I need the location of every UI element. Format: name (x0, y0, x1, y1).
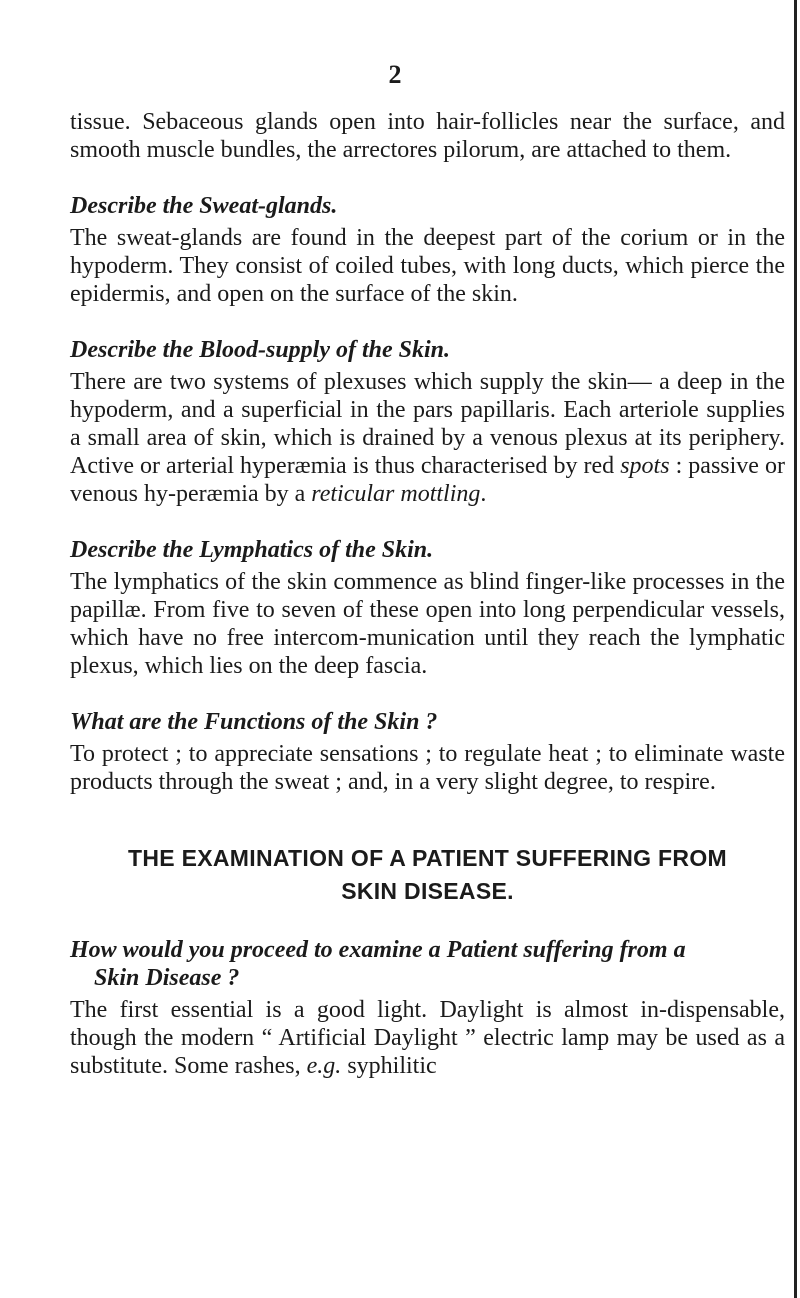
answer-blood-supply-text-3: . (480, 481, 487, 507)
answer-functions: To protect ; to appreciate sensations ; to regulate heat ; to eliminate waste products through the sweat ; and, in a very slight degree, to respire. (70, 741, 785, 795)
answer-examine-patient-text-1: The first essential is a good light. Daylight is almost in-dispensable, though the modern “ Artificial Daylight ” electric lamp may be used as a substitute. Some rashes, (70, 997, 785, 1079)
opening-paragraph: tissue. Sebaceous glands open into hair-follicles near the surface, and smooth muscle bundles, the arrectores pilorum, are attached to them. (70, 109, 785, 163)
answer-examine-patient-text-2: syphilitic (341, 1053, 437, 1079)
section-heading (70, 842, 785, 908)
section-heading-line-2: SKIN DISEASE. (341, 878, 514, 904)
answer-blood-supply (70, 368, 785, 508)
question-examine-patient-line-1: How would you proceed to examine a Patient suffering from a (70, 937, 686, 963)
answer-lymphatics: The lymphatics of the skin commence as blind finger-like processes in the papillæ. From five to seven of these open into long perpendicular vessels, which have no free intercom-munication until they reach the lymphatic plexus, which lies on the deep fascia. (70, 569, 785, 679)
page-body (70, 108, 785, 1080)
answer-blood-supply-emphasis-spots: spots (620, 453, 670, 479)
answer-blood-supply-text-2: : passive or venous hy-peræmia by a (70, 453, 785, 507)
page-number: 2 (388, 60, 402, 89)
question-examine-patient-line-2: Skin Disease ? (94, 965, 240, 991)
question-lymphatics: Describe the Lymphatics of the Skin. (70, 537, 434, 563)
answer-sweat-glands: The sweat-glands are found in the deepest part of the corium or in the hypoderm. They consist of coiled tubes, with long ducts, which pierce the epidermis, and open on the surface of the skin. (70, 225, 785, 307)
answer-blood-supply-emphasis-mottling: reticular mottling (311, 481, 481, 507)
answer-examine-patient-emphasis: e.g. (306, 1053, 342, 1079)
page-edge (794, 0, 797, 1298)
question-examine-patient (70, 936, 785, 992)
answer-blood-supply-text-1: There are two systems of plexuses which supply the skin— a deep in the hypoderm, and a superficial in the pars papillaris. Each arteriole supplies a small area of skin, which is drained by a venous plexus at its periphery. Active or arterial hyperæmia is thus characterised by red (70, 369, 785, 479)
question-functions: What are the Functions of the Skin ? (70, 709, 438, 735)
question-blood-supply: Describe the Blood-supply of the Skin. (70, 337, 451, 363)
section-heading-line-1: THE EXAMINATION OF A PATIENT SUFFERING FROM (128, 845, 727, 871)
answer-examine-patient (70, 996, 785, 1080)
question-sweat-glands: Describe the Sweat-glands. (70, 193, 338, 219)
